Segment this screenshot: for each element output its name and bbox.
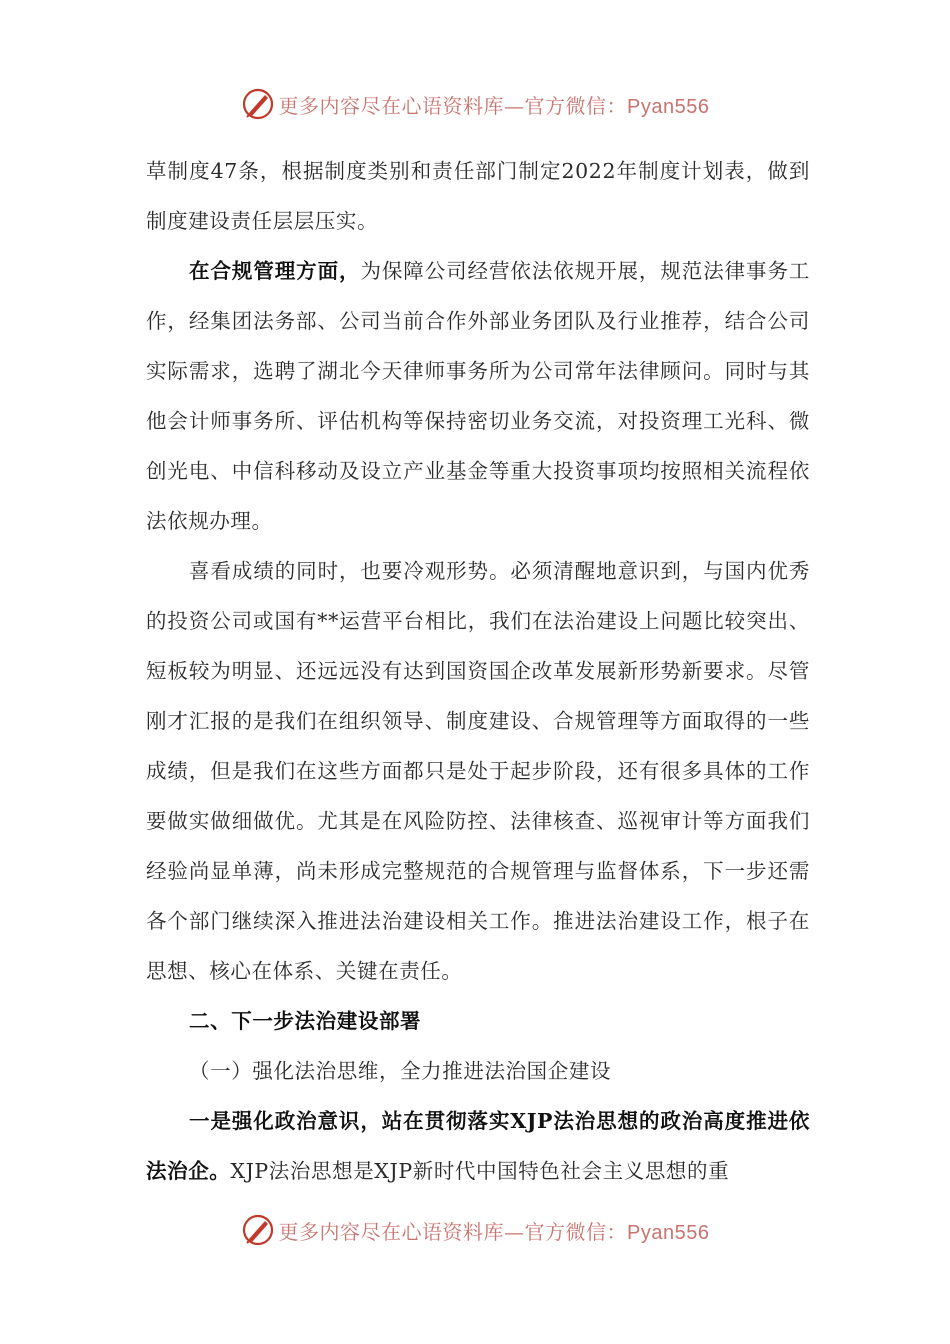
paragraph-lead: 一是强化政治意识，站在贯彻落实XJP法治思想的政治高度推进依法治企。: [146, 1109, 810, 1183]
header-watermark: [0, 84, 950, 124]
document-body: [146, 146, 810, 1196]
paragraph-1: 草制度47条，根据制度类别和责任部门制定2022年制度计划表，做到制度建设责任层层压实。: [146, 159, 810, 233]
paragraph-lead: 在合规管理方面，: [189, 259, 361, 283]
pen-logo-icon: [241, 87, 275, 121]
footer-watermark: [0, 1210, 950, 1250]
section-heading: 二、下一步法治建设部署: [189, 1009, 422, 1033]
banner-text: 更多内容尽在心语资料库—官方微信：Pyan556: [278, 93, 710, 118]
paragraph-4: 一是强化政治意识，站在贯彻落实XJP法治思想的政治高度推进依法治企。XJP法治思想是XJP新时代中国特色社会主义思想的重: [146, 1109, 810, 1183]
pen-logo-icon: [241, 1213, 275, 1247]
subsection-heading: （一）强化法治思维，全力推进法治国企建设: [189, 1059, 612, 1083]
wechat-id: Pyan556: [627, 1221, 710, 1244]
banner-text: 更多内容尽在心语资料库—官方微信：Pyan556: [278, 1219, 710, 1244]
wechat-id: Pyan556: [627, 95, 710, 118]
paragraph-3: 喜看成绩的同时，也要冷观形势。必须清醒地意识到，与国内优秀的投资公司或国有**运营平台相比，我们在法治建设上问题比较突出、短板较为明显、还远远没有达到国资国企改革发展新形势新要求。尽管刚才汇报的是我们在组织领导、制度建设、合规管理等方面取得的一些成绩，但是我们在这些方面都只是处于起步阶段，还有很多具体的工作要做实做细做优。尤其是在风险防控、法律核查、巡视审计等方面我们经验尚显单薄，尚未形成完整规范的合规管理与监督体系，下一步还需各个部门继续深入推进法治建设相关工作。推进法治建设工作，根子在思想、核心在体系、关键在责任。: [146, 559, 810, 983]
paragraph-2: 在合规管理方面，为保障公司经营依法依规开展，规范法律事务工作，经集团法务部、公司当前合作外部业务团队及行业推荐，结合公司实际需求，选聘了湖北今天律师事务所为公司常年法律顾问。同时与其他会计师事务所、评估机构等保持密切业务交流，对投资理工光科、微创光电、中信科移动及设立产业基金等重大投资事项均按照相关流程依法依规办理。: [146, 259, 810, 533]
